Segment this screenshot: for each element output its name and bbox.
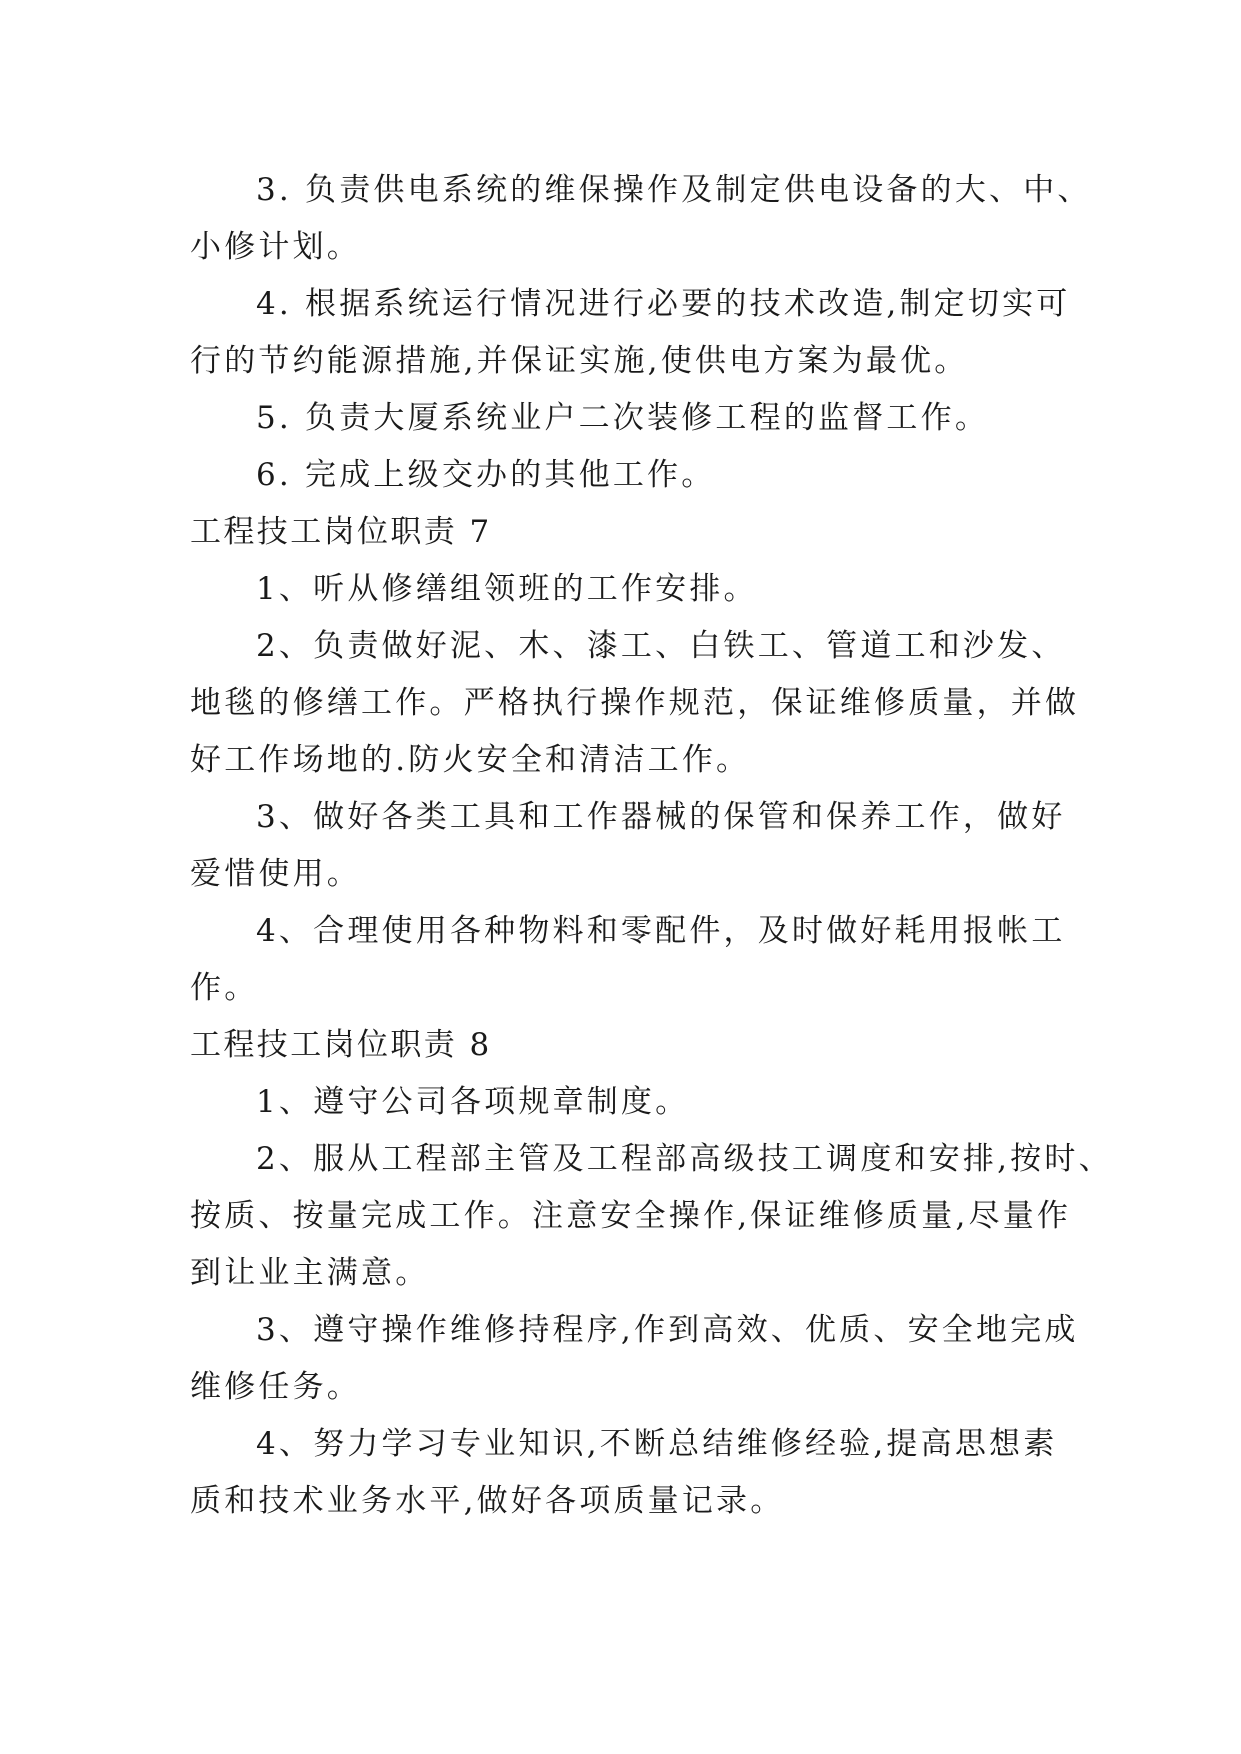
paragraph-line: 地毯的修缮工作。严格执行操作规范，保证维修质量，并做 bbox=[190, 685, 1080, 721]
paragraph-line: 小修计划。 bbox=[190, 229, 361, 265]
paragraph-line: 3、做好各类工具和工作器械的保管和保养工作，做好 bbox=[256, 799, 1066, 835]
paragraph-line: 2、负责做好泥、木、漆工、白铁工、管道工和沙发、 bbox=[256, 628, 1066, 664]
paragraph-line: 爱惜使用。 bbox=[190, 856, 361, 892]
paragraph-line: 按质、按量完成工作。注意安全操作,保证维修质量,尽量作 bbox=[190, 1198, 1072, 1234]
paragraph-line: 1、遵守公司各项规章制度。 bbox=[256, 1084, 690, 1120]
paragraph-line: 质和技术业务水平,做好各项质量记录。 bbox=[190, 1483, 785, 1519]
paragraph-line: 行的节约能源措施,并保证实施,使供电方案为最优。 bbox=[190, 343, 969, 379]
paragraph-line: 1、听从修缮组领班的工作安排。 bbox=[256, 571, 758, 607]
paragraph-line: 5. 负责大厦系统业户二次装修工程的监督工作。 bbox=[256, 400, 990, 436]
document-page bbox=[190, 162, 1113, 1530]
paragraph-line: 4、努力学习专业知识,不断总结维修经验,提高思想素 bbox=[256, 1426, 1058, 1462]
paragraph-line: 好工作场地的.防火安全和清洁工作。 bbox=[190, 742, 751, 778]
paragraph-line: 3、遵守操作维修持程序,作到高效、优质、安全地完成 bbox=[256, 1312, 1079, 1348]
paragraph-line: 6. 完成上级交办的其他工作。 bbox=[256, 457, 716, 493]
paragraph-line: 到让业主满意。 bbox=[190, 1255, 430, 1291]
paragraph-line: 4、合理使用各种物料和零配件，及时做好耗用报帐工 bbox=[256, 913, 1066, 949]
paragraph-line: 4. 根据系统运行情况进行必要的技术改造,制定切实可 bbox=[256, 286, 1071, 322]
section-heading: 工程技工岗位职责 8 bbox=[190, 1027, 492, 1063]
paragraph-line: 作。 bbox=[190, 970, 259, 1006]
paragraph-line: 维修任务。 bbox=[190, 1369, 361, 1405]
paragraph-line: 2、服从工程部主管及工程部高级技工调度和安排,按时、 bbox=[256, 1141, 1113, 1177]
paragraph-line: 3. 负责供电系统的维保操作及制定供电设备的大、中、 bbox=[256, 172, 1092, 208]
section-heading: 工程技工岗位职责 7 bbox=[190, 514, 492, 550]
